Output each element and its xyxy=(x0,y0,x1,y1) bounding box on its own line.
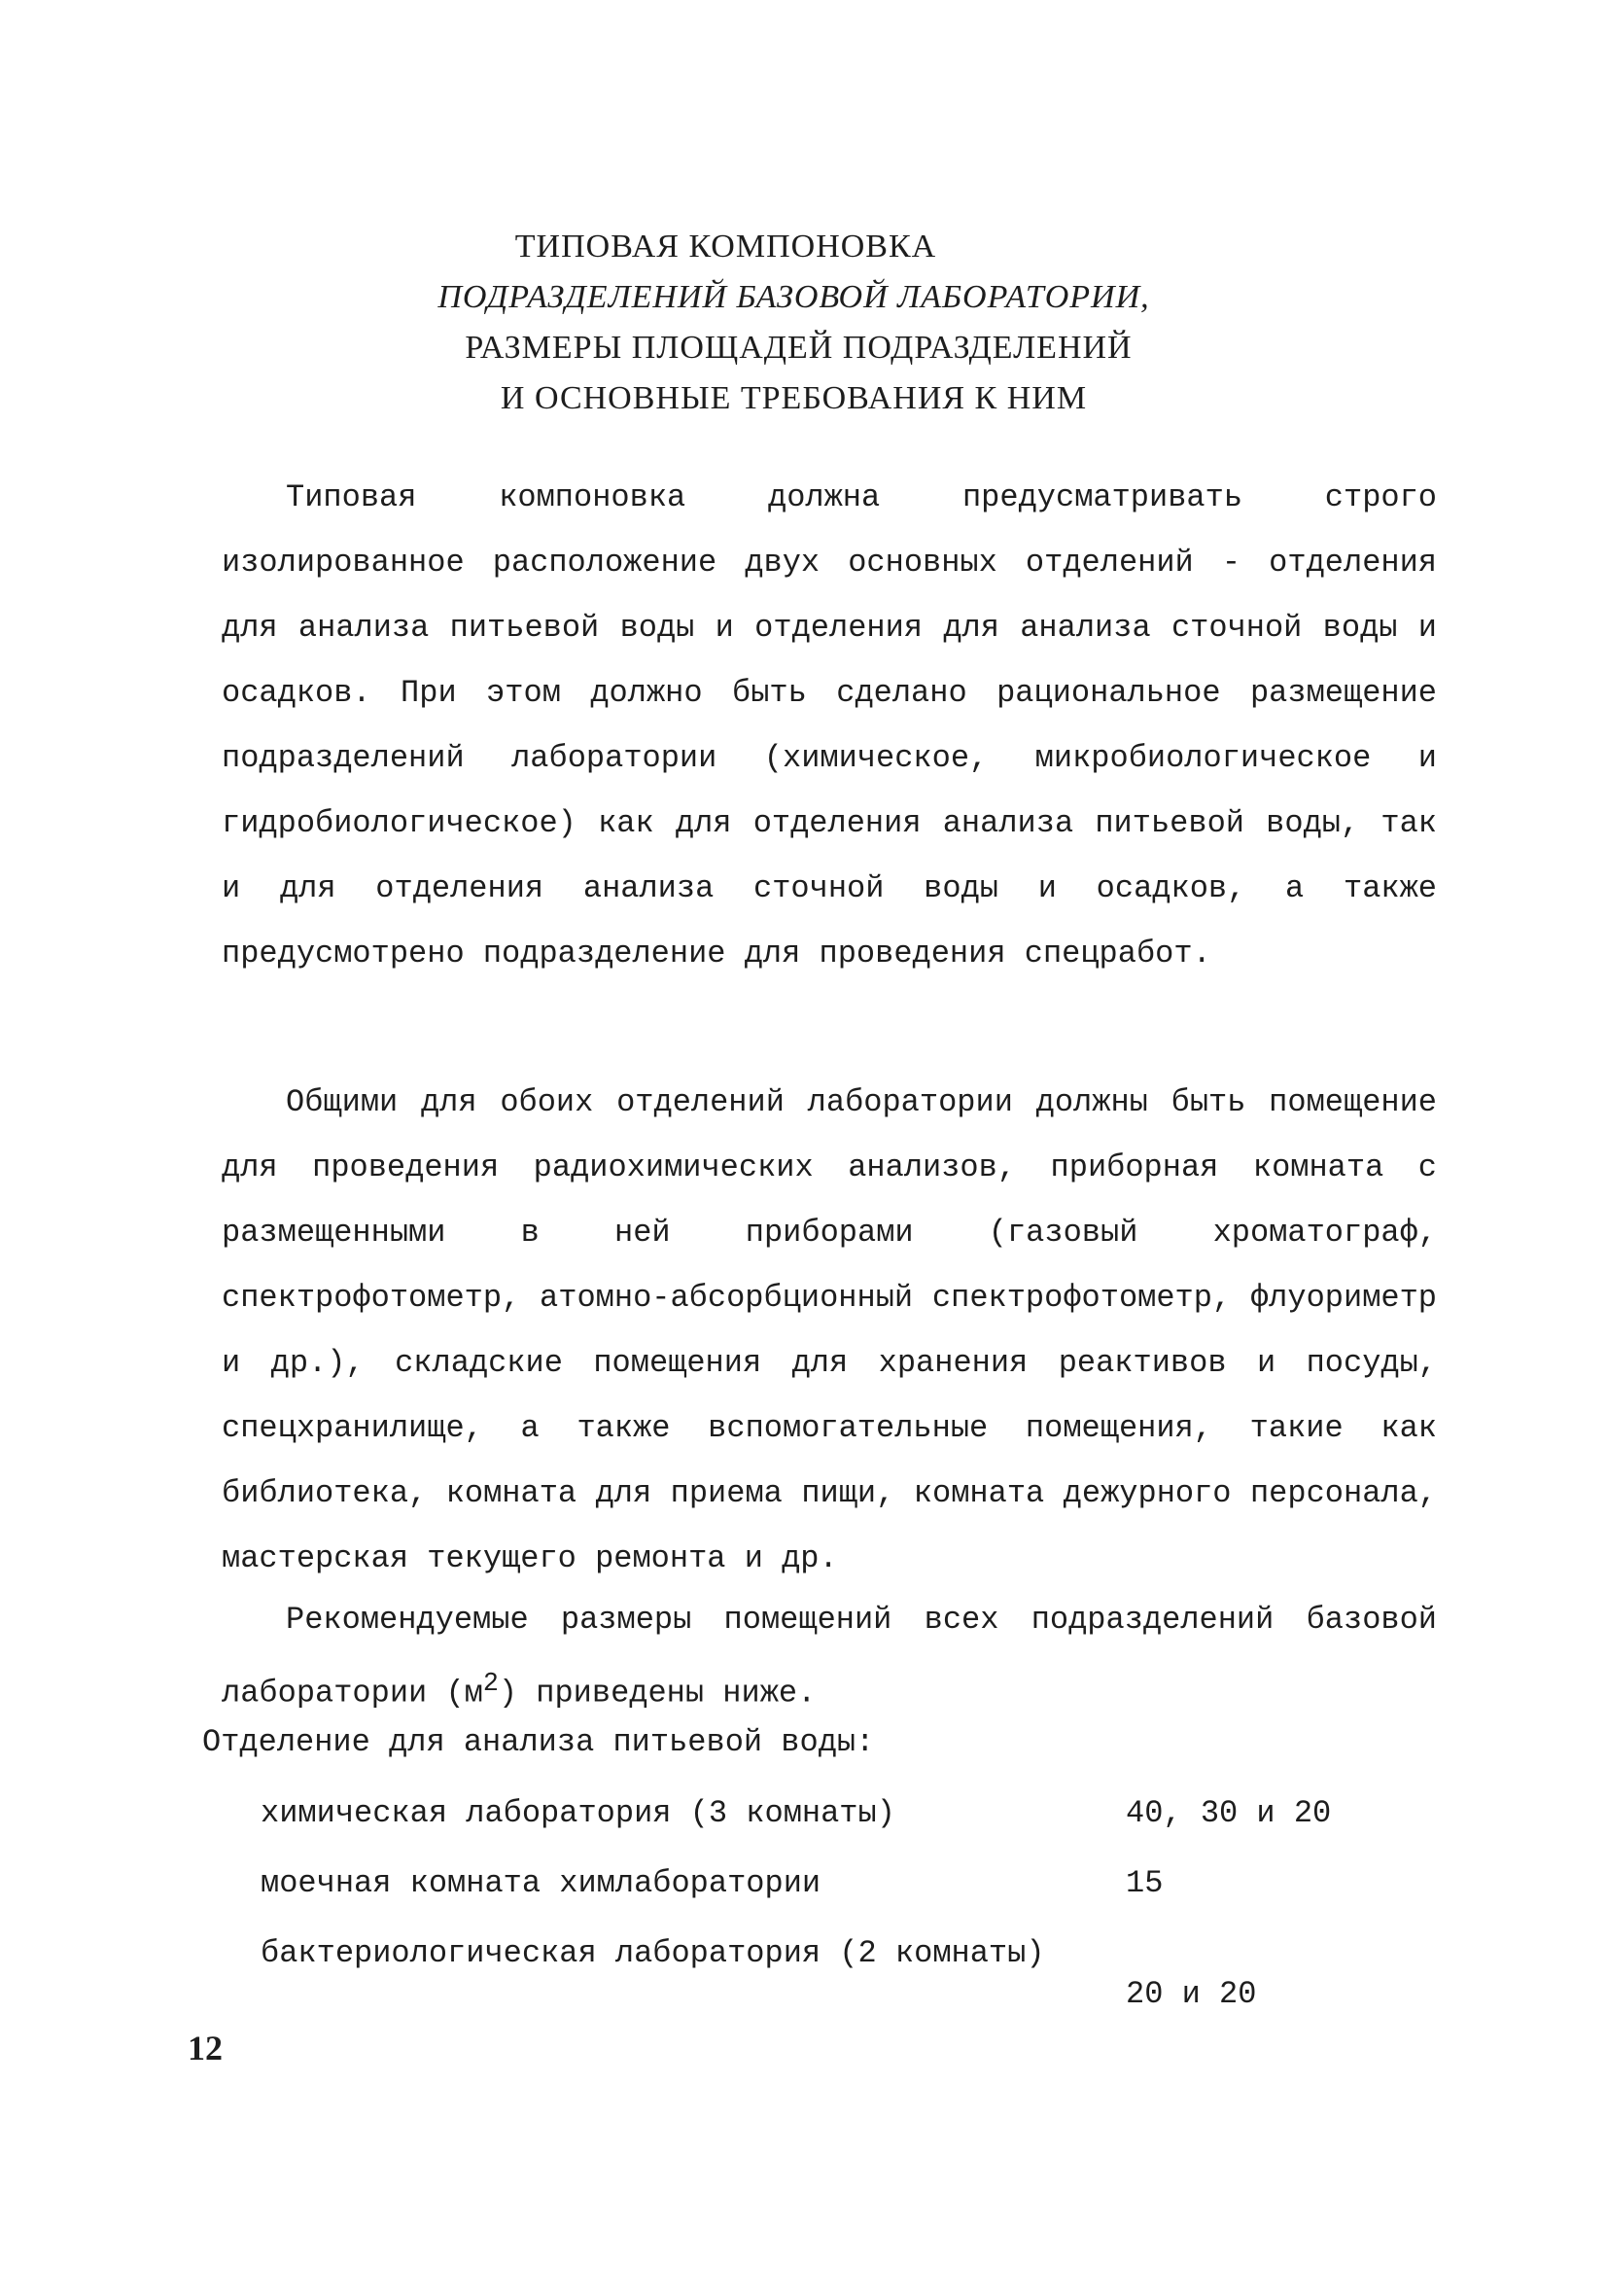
paragraph-block-1 xyxy=(222,465,1437,986)
title-line-2: ПОДРАЗДЕЛЕНИЙ БАЗОВОЙ ЛАБОРАТОРИИ, xyxy=(437,279,1150,315)
room-sizes-table xyxy=(261,1797,1408,2031)
room-name: моечная комната химлаборатории xyxy=(261,1865,821,1901)
room-name: химическая лаборатория (3 комнаты) xyxy=(261,1795,895,1831)
room-area: 15 xyxy=(1126,1865,1164,1901)
paragraph-common-rooms: Общими для обоих отделений лаборатории должны быть помещение для проведения радиохимических анализов, приборная комната с размещенными в ней приборами (газовый хроматограф, спектрофотометр, атомно-абсорбционный спектрофотометр, флуориметр и др.), складские помещения для хранения реактивов и посуды, спецхранилище, а также вспомогательные помещения, такие как библиотека, комната для приема пищи, комната дежурного персонала, мастерская текущего ремонта и др. xyxy=(222,1084,1437,1576)
paragraph-layout: Типовая компоновка должна предусматривать строго изолированное расположение двух основных отделений - отделения для анализа питьевой воды и отделения для анализа сточной воды и осадков. При этом должно быть сделано рациональное размещение подразделений лаборатории (химическое, микробиологическое и гидробиологическое) как для отделения анализа питьевой воды, так и для отделения анализа сточной воды и осадков, а также предусмотрено подразделение для проведения спецработ. xyxy=(222,479,1437,971)
page-number: 12 xyxy=(188,2029,223,2067)
title-line-1: ТИПОВАЯ КОМПОНОВКА xyxy=(514,229,937,265)
room-name: бактериологическая лаборатория (2 комнаты) xyxy=(261,1935,1045,1971)
room-area: 40, 30 и 20 xyxy=(1126,1795,1332,1831)
paragraph-block-2 xyxy=(222,1070,1437,1591)
title-line-4: И ОСНОВНЫЕ ТРЕБОВАНИЯ К НИМ xyxy=(500,380,1088,416)
sizes-note-text: Рекомендуемые размеры помещений всех подразделений базовой лаборатории (м xyxy=(222,1602,1437,1712)
paragraph-block-3 xyxy=(222,1587,1437,1726)
section-heading: Отделение для анализа питьевой воды: xyxy=(202,1724,875,1760)
table-row xyxy=(261,1937,1408,2031)
table-row xyxy=(261,1867,1408,1937)
room-area: 20 и 20 xyxy=(1126,1976,1257,2012)
table-row xyxy=(261,1797,1408,1867)
paragraph-sizes-note xyxy=(222,1587,1437,1726)
title-line-3: РАЗМЕРЫ ПЛОЩАДЕЙ ПОДРАЗДЕЛЕНИЙ xyxy=(465,330,1133,366)
document-title xyxy=(0,222,1607,424)
sizes-note-ending: ) приведены ниже. xyxy=(498,1675,817,1712)
sizes-note-superscript: 2 xyxy=(482,1670,499,1699)
